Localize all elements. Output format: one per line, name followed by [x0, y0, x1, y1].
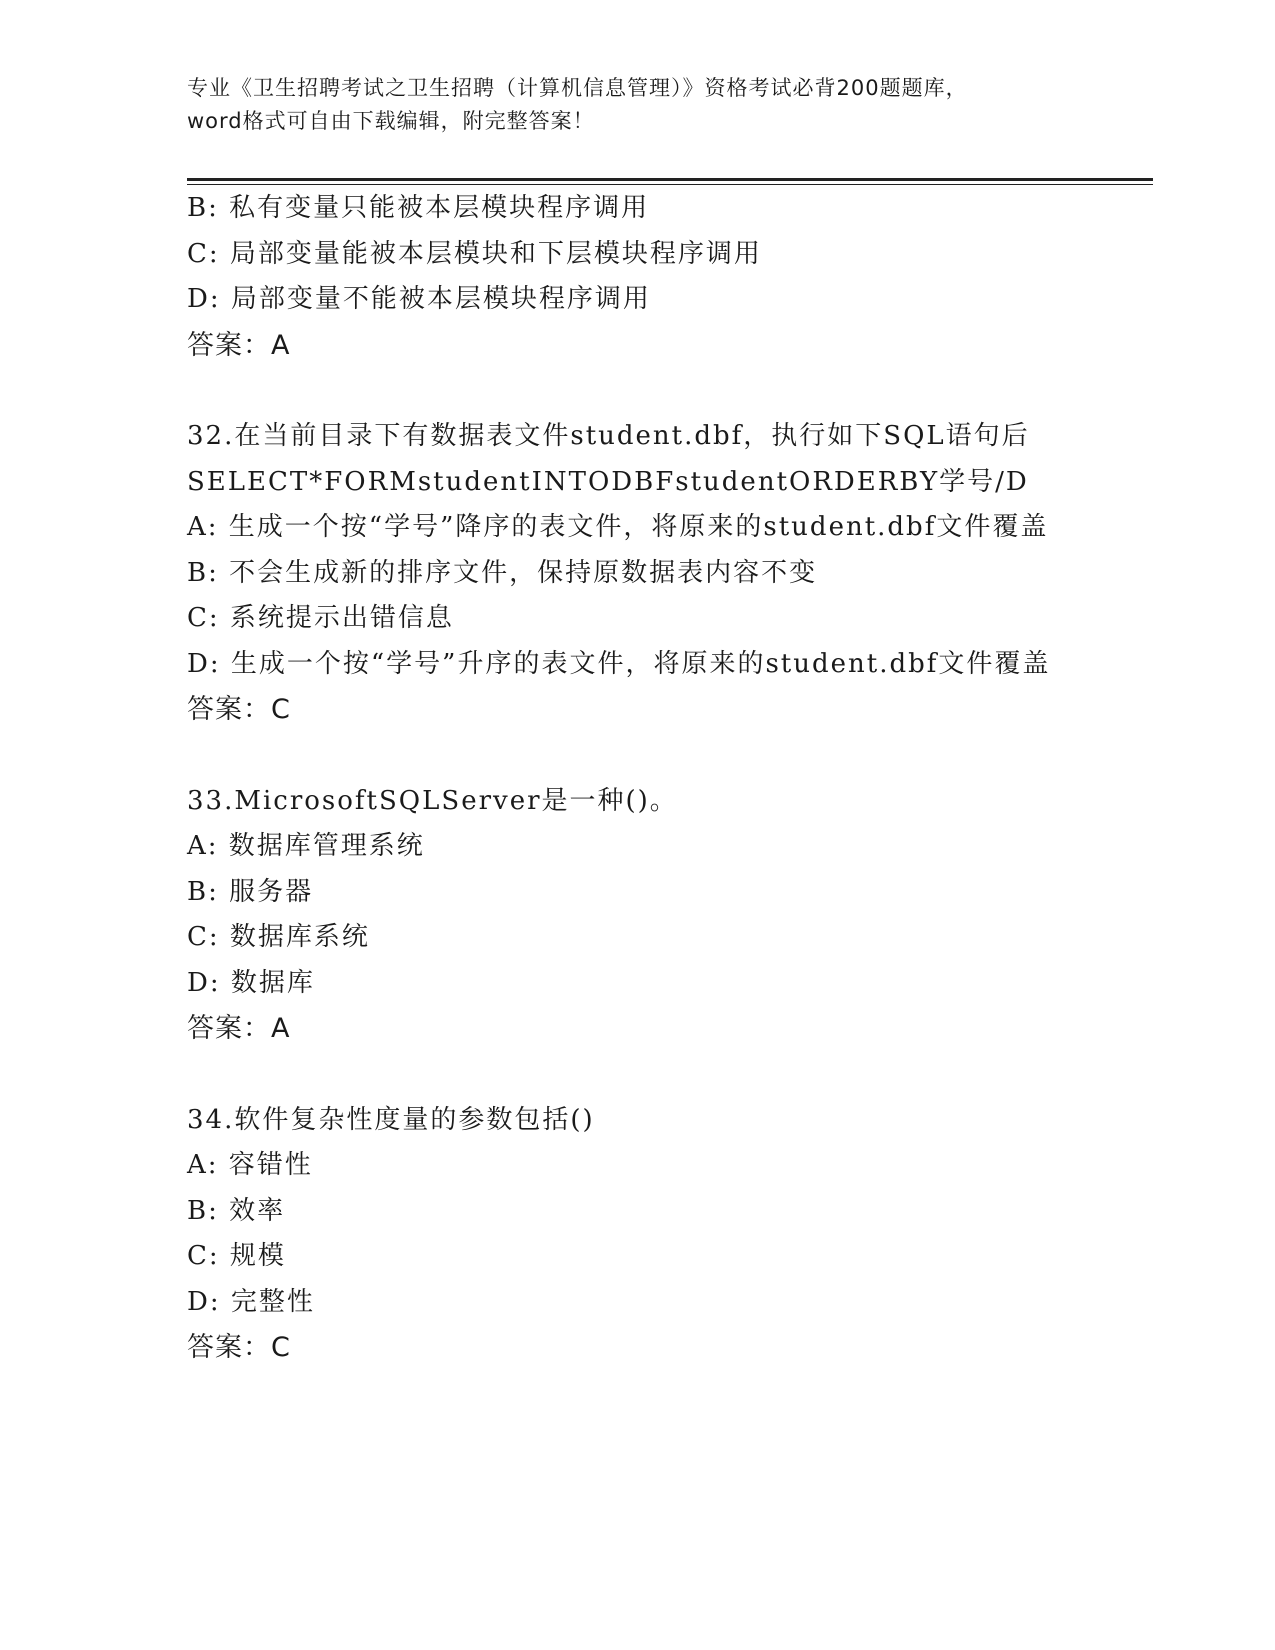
question-stem: 34.软件复杂性度量的参数包括() [187, 1104, 595, 1135]
spacer [187, 1052, 1077, 1098]
question-32 [187, 414, 1077, 733]
spacer [187, 368, 1077, 414]
option-b: B: 私有变量只能被本层模块程序调用 [187, 193, 650, 223]
option-b: B: 不会生成新的排序文件，保持原数据表内容不变 [187, 557, 818, 588]
question-stem: 32.在当前目录下有数据表文件student.dbf，执行如下SQL语句后SELECT*FORMstudentINTODBFstudentORDERBY学号/D [187, 421, 1030, 497]
header-line-1: 专业《卫生招聘考试之卫生招聘（计算机信息管理）》资格考试必背200题题库， [187, 76, 968, 100]
option-d: D: 生成一个按“学号”升序的表文件，将原来的student.dbf文件覆盖 [187, 648, 1051, 679]
option-d: D: 数据库 [187, 967, 315, 998]
answer: 答案：C [187, 1332, 291, 1363]
option-a: A: 生成一个按“学号”降序的表文件，将原来的student.dbf文件覆盖 [187, 512, 1049, 542]
option-c: C: 数据库系统 [187, 922, 370, 952]
option-d: D: 局部变量不能被本层模块程序调用 [187, 284, 651, 314]
option-c: C: 规模 [187, 1241, 286, 1271]
question-34 [187, 1098, 1077, 1371]
header-line-2: word格式可自由下载编辑，附完整答案！ [187, 109, 595, 133]
question-33 [187, 779, 1077, 1052]
option-b: B: 效率 [187, 1195, 286, 1226]
question-list [187, 186, 1077, 1371]
option-d: D: 完整性 [187, 1286, 315, 1317]
answer: 答案：A [187, 1013, 291, 1044]
header-rule-thin [187, 184, 1153, 185]
header-rule-thick [187, 178, 1153, 181]
answer: 答案：C [187, 694, 291, 725]
question-stem: 33.MicrosoftSQLServer是一种()。 [187, 785, 678, 816]
option-c: C: 局部变量能被本层模块和下层模块程序调用 [187, 238, 762, 269]
spacer [187, 733, 1077, 779]
option-a: A: 数据库管理系统 [187, 831, 425, 861]
document-header [187, 72, 1087, 138]
option-a: A: 容错性 [187, 1150, 313, 1180]
option-c: C: 系统提示出错信息 [187, 603, 454, 633]
question-31-tail [187, 186, 1077, 368]
option-b: B: 服务器 [187, 876, 314, 907]
answer: 答案：A [187, 329, 291, 361]
